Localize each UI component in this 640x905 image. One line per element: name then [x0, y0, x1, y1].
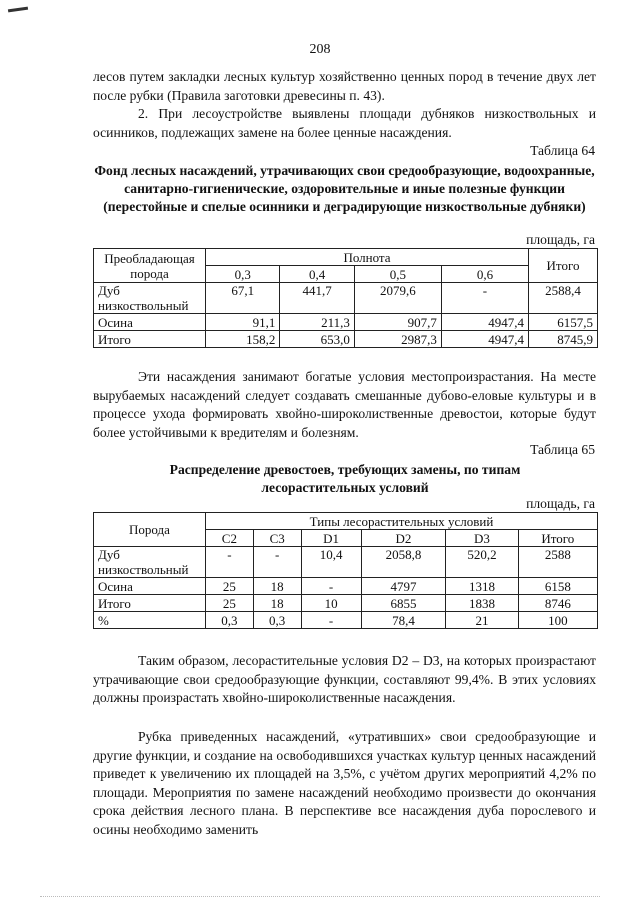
table-row: Итого 25 18 10 6855 1838 8746	[94, 595, 598, 612]
table-row: % 0,3 0,3 - 78,4 21 100	[94, 612, 598, 629]
table-65-col: С2	[206, 530, 254, 547]
paragraph-3: Эти насаждения занимают богатые условия местопроизрастания. На месте вырубаемых насаждений следует создавать смешанные дубово-еловые культуры и в процессе ухода формировать хвойно-широколиственные древостои, которые будут более устойчивыми к вредителям и болезням.	[93, 369, 596, 440]
table-64-col: 0,6	[441, 266, 528, 283]
page-number: 208	[309, 42, 331, 57]
table-65-header-species: Порода	[94, 513, 206, 547]
table-65-col: D1	[301, 530, 361, 547]
table-64-col: 0,3	[206, 266, 280, 283]
table-64-col: 0,4	[280, 266, 354, 283]
paragraph-5: Рубка приведенных насаждений, «утративших» свои средообразующие и другие функции, и создание на освободившихся участках культур ценных насаждений приведет к увеличению их площадей на 3,5%, с учётом других мероприятий 4,2% по площади. Мероприятия по замене насаждений необходимо произвести до окончания срока действия лесного плана. В перспективе все насаждения дуба порослевого и осины необходимо заменить	[93, 729, 596, 837]
table-row: Итого 158,2 653,0 2987,3 4947,4 8745,9	[94, 331, 598, 348]
table-65-header-types: Типы лесорастительных условий	[206, 513, 598, 530]
table-64-caption: Фонд лесных насаждений, утрачивающих свои средообразующие, водоохранные, санитарно-гигиенические, оздоровительные и иные полезные функции (перестойные и спелые осинники и деградирующие низкоствольные дубняки)	[94, 163, 595, 214]
table-64	[93, 248, 598, 348]
table-row: Осина 91,1 211,3 907,7 4947,4 6157,5	[94, 314, 598, 331]
table-65-col: D3	[446, 530, 518, 547]
table-65-caption: Распределение древостоев, требующих замены, по типам лесорастительных условий	[169, 462, 521, 495]
table-65-unit: площадь, га	[526, 496, 595, 511]
table-64-header-total: Итого	[529, 249, 598, 283]
table-64-header-species: Преобладающая порода	[94, 249, 206, 283]
paragraph-1: лесов путем закладки лесных культур хозяйственно ценных пород в течение двух лет после рубки (Правила заготовки древесины п. 43). 2. При лесоустройстве выявлены площади дубняков низкоствольных и осинников, подлежащих замене на более ценные насаждения.	[93, 68, 596, 142]
table-65-col: D2	[361, 530, 446, 547]
table-64-unit: площадь, га	[526, 232, 595, 247]
table-64-label: Таблица 64	[530, 143, 595, 158]
scan-footer-noise	[40, 896, 600, 899]
paragraph-2: 2. При лесоустройстве выявлены площади дубняков низкоствольных и осинников, подлежащих замене на более ценные насаждения.	[93, 106, 596, 140]
table-64-col: 0,5	[354, 266, 441, 283]
scan-mark	[8, 7, 28, 13]
table-65	[93, 512, 598, 629]
table-65-label: Таблица 65	[530, 442, 595, 457]
table-row: Осина 25 18 - 4797 1318 6158	[94, 578, 598, 595]
table-65-col: Итого	[518, 530, 597, 547]
table-row: Дуб низкоствольный - - 10,4 2058,8 520,2 2588	[94, 547, 598, 578]
table-row: Дуб низкоствольный 67,1 441,7 2079,6 - 2588,4	[94, 283, 598, 314]
table-64-header-fullness: Полнота	[206, 249, 529, 266]
table-65-col: С3	[253, 530, 301, 547]
paragraph-4: Таким образом, лесорастительные условия D2 – D3, на которых произрастают утрачивающие свои средообразующие функции, составляют 99,4%. В этих условиях должны произрастать хвойно-широколиственные насаждения.	[93, 653, 596, 706]
